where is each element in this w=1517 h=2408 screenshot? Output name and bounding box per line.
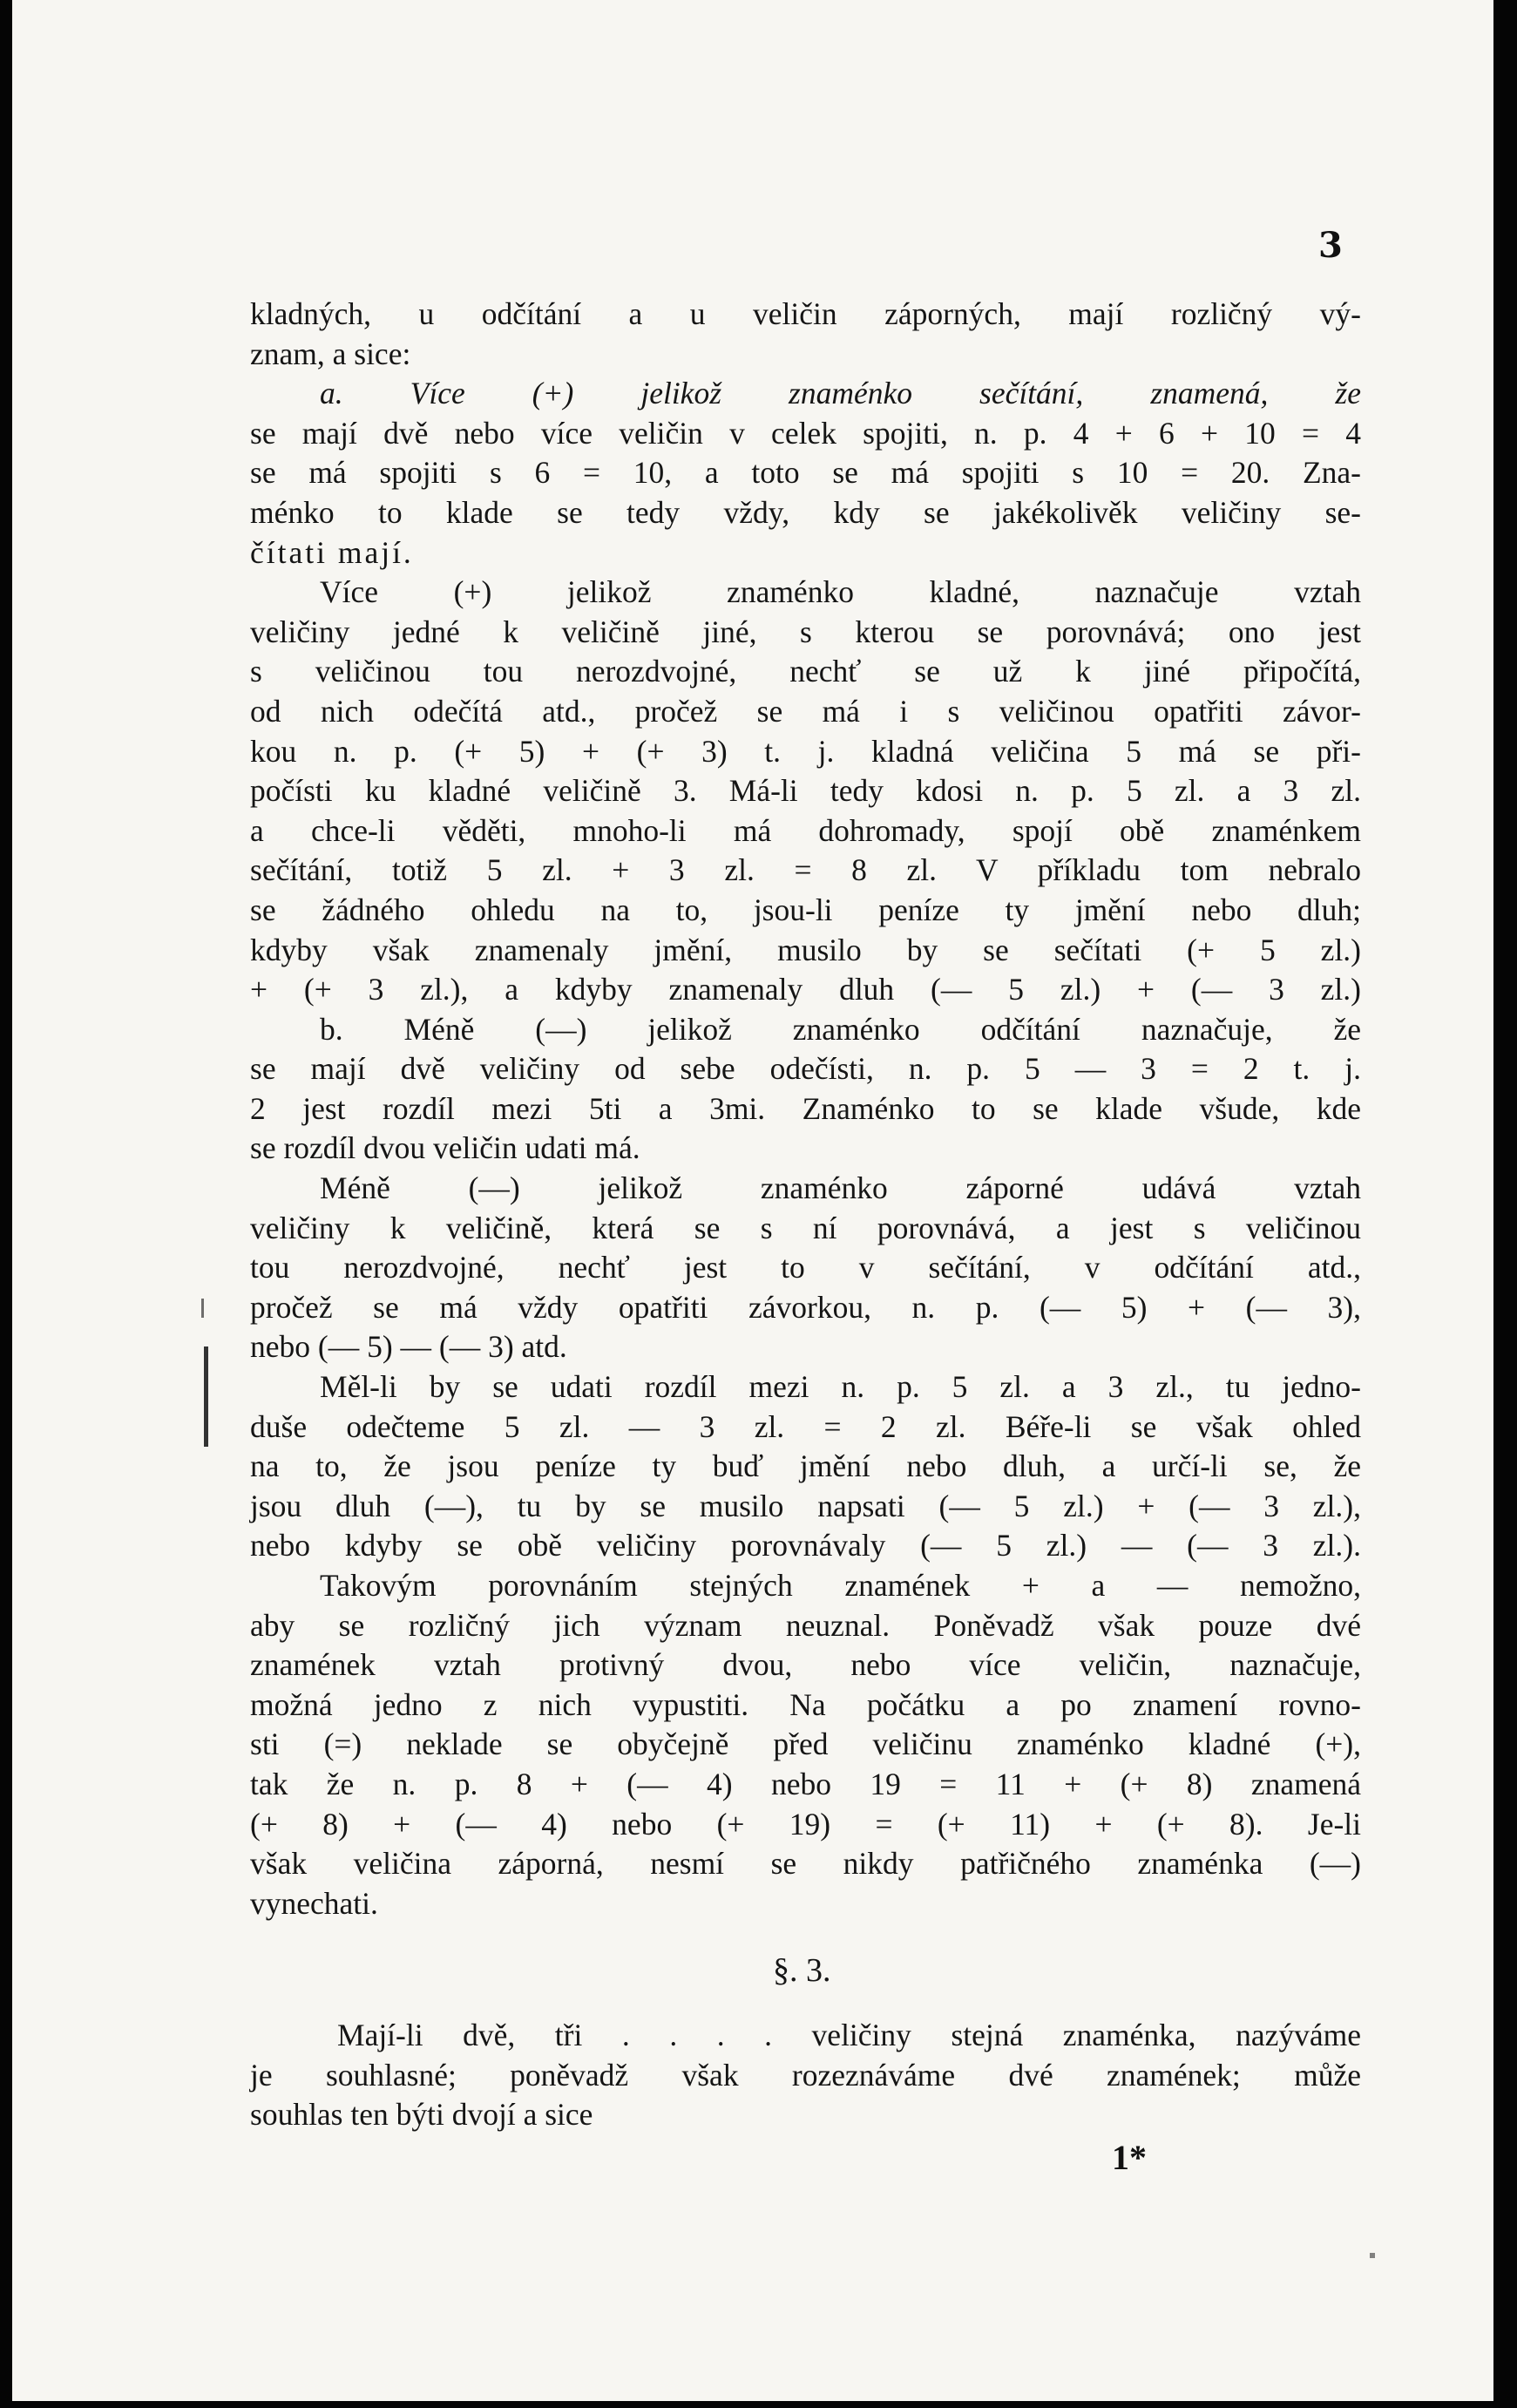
text-line: veličiny jedné k veličině jiné, s kterou se porovnává; ono jest [250, 614, 1361, 649]
text-line: počísti ku kladné veličině 3. Má-li tedy kdosi n. p. 5 zl. a 3 zl. [250, 773, 1361, 809]
text-line: a chce-li věděti, mnoho-li má dohromady, spojí obě znaménkem [250, 812, 1361, 848]
text-line: vynechati. [250, 1885, 378, 1921]
text-line: kdyby však znamenaly jmění, musilo by se sečítati (+ 5 zl.) [250, 932, 1361, 967]
text-line: znamének vztah protivný dvou, nebo více veličin, naznačuje, [250, 1647, 1361, 1683]
text-line: od nich odečítá atd., pročež se má i s veličinou opatřiti závor- [250, 693, 1361, 729]
text-line: s veličinou tou nerozdvojné, nechť se už k jiné připočítá, [250, 654, 1361, 689]
body-text [250, 295, 1361, 1923]
text-line: se mají dvě veličiny od sebe odečísti, n. p. 5 — 3 = 2 t. j. [250, 1051, 1361, 1087]
text-line: nebo (— 5) — (— 3) atd. [250, 1329, 567, 1365]
text-line: aby se rozličný jich význam neuznal. Poněvadž však pouze dvé [250, 1607, 1361, 1643]
text-line: Mají-li dvě, tři . . . . veličiny stejná znaménka, nazýváme [337, 2018, 1361, 2052]
page-number: 3 [1318, 225, 1343, 266]
text-line: sečítání, totiž 5 zl. + 3 zl. = 8 zl. V příkladu tom nebralo [250, 852, 1361, 888]
margin-dot [1370, 2253, 1375, 2258]
text-line: se mají dvě nebo více veličin v celek spojiti, n. p. 4 + 6 + 10 = 4 [250, 415, 1361, 451]
text-line: tak že n. p. 8 + (— 4) nebo 19 = 11 + (+ 8) znamená [250, 1766, 1361, 1801]
text-line: tou nerozdvojné, nechť jest to v sečítání, v odčítání atd., [250, 1250, 1361, 1285]
text-line: + (+ 3 zl.), a kdyby znamenaly dluh (— 5 zl.) + (— 3 zl.) [250, 972, 1361, 1007]
text-line: souhlas ten býti dvojí a sice [250, 2097, 593, 2133]
text-line: se rozdíl dvou veličin udati má. [250, 1130, 640, 1166]
signature-mark: 1* [1112, 2138, 1147, 2177]
text-line: duše odečteme 5 zl. — 3 zl. = 2 zl. Béře-li se však ohled [250, 1408, 1361, 1444]
text-line: veličiny k veličině, která se s ní porovnává, a jest s veličinou [250, 1210, 1361, 1245]
text-line: a. Více (+) jelikož znaménko sečítání, znamená, že [320, 376, 1361, 411]
text-line: ménko to klade se tedy vždy, kdy se jakékolivěk veličiny se- [250, 494, 1361, 530]
text-line: však veličina záporná, nesmí se nikdy patřičného znaménka (—) [250, 1846, 1361, 1882]
text-line: Více (+) jelikož znaménko kladné, naznačuje vztah [320, 574, 1361, 610]
margin-mark [201, 1299, 204, 1318]
text-line: pročež se má vždy opatřiti závorkou, n. p. (— 5) + (— 3), [250, 1289, 1361, 1325]
text-line: nebo kdyby se obě veličiny porovnávaly (— 5 zl.) — (— 3 zl.). [250, 1528, 1361, 1564]
text-line: Měl-li by se udati rozdíl mezi n. p. 5 zl. a 3 zl., tu jedno- [320, 1369, 1361, 1405]
margin-mark [204, 1346, 208, 1447]
text-line: znam, a sice: [250, 336, 411, 371]
text-line: b. Méně (—) jelikož znaménko odčítání naznačuje, že [320, 1011, 1361, 1047]
text-line: sti (=) neklade se obyčejně před veličinu znaménko kladné (+), [250, 1726, 1361, 1762]
text-line: Takovým porovnáním stejných znamének + a — nemožno, [320, 1568, 1361, 1603]
text-line: se má spojiti s 6 = 10, a toto se má spojiti s 10 = 20. Zna- [250, 455, 1361, 491]
text-line: čítati mají. [250, 534, 414, 570]
text-line: kladných, u odčítání a u veličin záporných, mají rozličný vý- [250, 296, 1361, 331]
section-text [250, 2016, 1361, 2135]
text-line: jsou dluh (—), tu by se musilo napsati (— 5 zl.) + (— 3 zl.), [250, 1488, 1361, 1523]
text-line: Méně (—) jelikož znaménko záporné udává vztah [320, 1170, 1361, 1206]
text-line: se žádného ohledu na to, jsou-li peníze ty jmění nebo dluh; [250, 892, 1361, 927]
text-line: možná jedno z nich vypustiti. Na počátku a po znamení rovno- [250, 1686, 1361, 1722]
section-heading: §. 3. [773, 1952, 831, 1989]
text-line: je souhlasné; poněvadž však rozeznáváme dvé znamének; může [250, 2057, 1361, 2093]
text-line: 2 jest rozdíl mezi 5ti a 3mi. Znaménko to se klade všude, kde [250, 1090, 1361, 1126]
text-line: kou n. p. (+ 5) + (+ 3) t. j. kladná veličina 5 má se při- [250, 733, 1361, 769]
book-page [12, 0, 1493, 2401]
text-line: (+ 8) + (— 4) nebo (+ 19) = (+ 11) + (+ 8). Je-li [250, 1806, 1361, 1842]
text-line: na to, že jsou peníze ty buď jmění nebo dluh, a určí-li se, že [250, 1448, 1361, 1484]
